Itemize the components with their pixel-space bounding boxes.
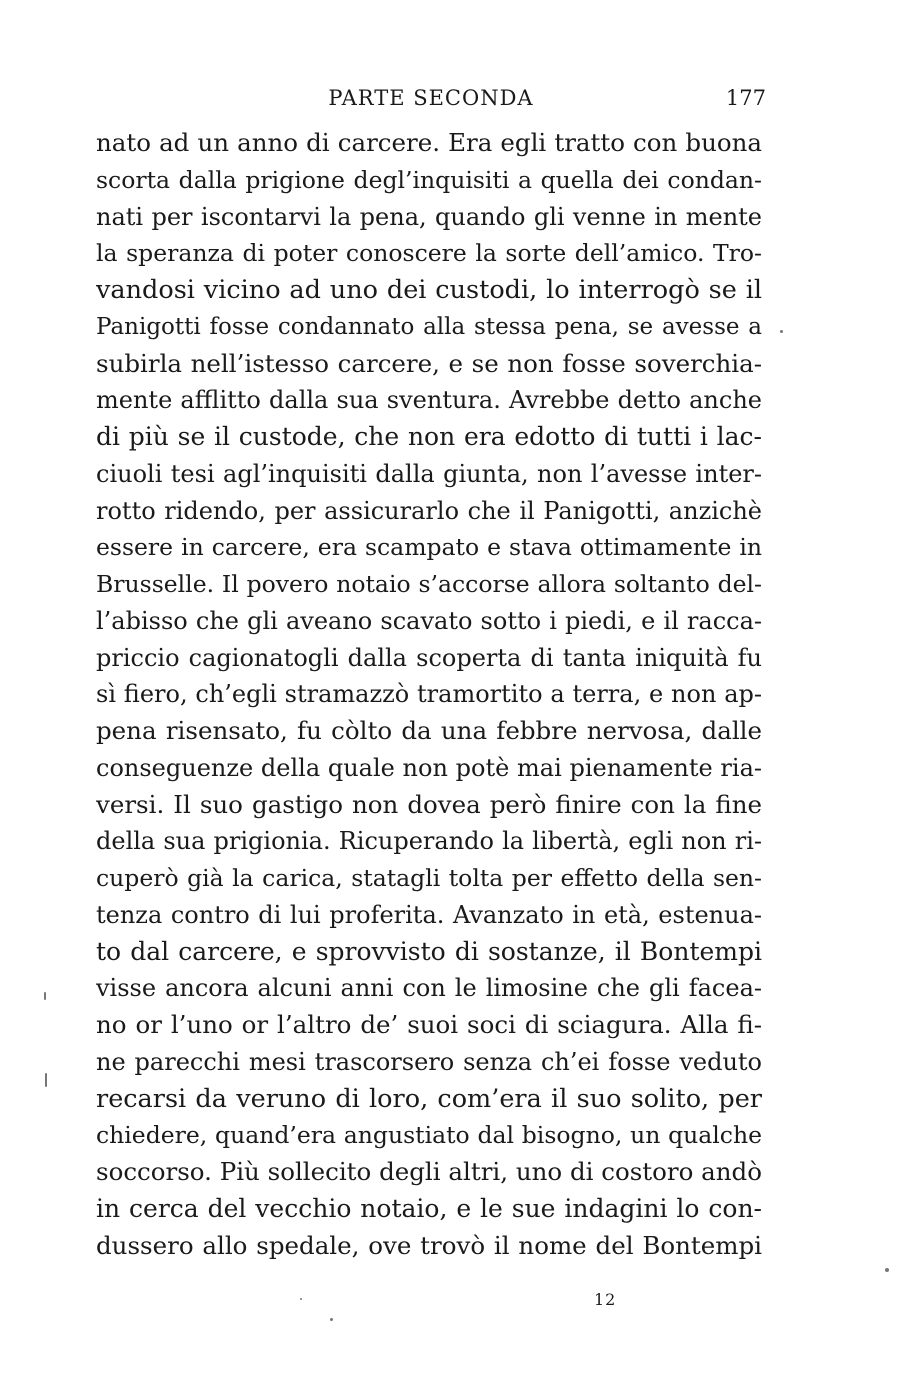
text-line: cuperò già la carica, statagli tolta per effetto della sen- — [96, 864, 762, 892]
text-line: Brusselle. Il povero notaio s’accorse allora soltanto del- — [96, 570, 762, 598]
text-line: dussero allo spedale, ove trovò il nome del Bontempi — [96, 1230, 762, 1260]
text-line: della sua prigionia. Ricuperando la libertà, egli non ri- — [96, 827, 762, 856]
text-line: ne parecchi mesi trascorsero senza ch’ei fosse veduto — [96, 1047, 762, 1076]
page-number: 177 — [725, 86, 766, 110]
text-line: nati per iscontarvi la pena, quando gli venne in mente — [96, 202, 762, 231]
text-line: mente afflitto dalla sua sventura. Avrebbe detto anche — [96, 386, 762, 415]
text-line: vandosi vicino ad uno dei custodi, lo interrogò se il — [96, 275, 762, 305]
scan-speck — [45, 1073, 47, 1087]
text-line: rotto ridendo, per assicurarlo che il Panigotti, anzichè — [96, 496, 762, 525]
text-line: chiedere, quand’era angustiato dal bisogno, un qualche — [96, 1121, 762, 1150]
text-line: versi. Il suo gastigo non dovea però finire con la fine — [96, 789, 762, 819]
text-line: priccio cagionatogli dalla scoperta di tanta iniquità fu — [96, 643, 762, 672]
text-line: conseguenze della quale non potè mai pienamente ria- — [96, 753, 762, 782]
text-line: pena risensato, fu còlto da una febbre nervosa, dalle — [96, 716, 762, 745]
text-line: in cerca del vecchio notaio, e le sue indagini lo con- — [96, 1193, 762, 1223]
text-line: ciuoli tesi agl’inquisiti dalla giunta, non l’avesse inter- — [96, 459, 762, 488]
text-line: no or l’uno or l’altro de’ suoi soci di sciagura. Alla fi- — [96, 1010, 762, 1039]
text-line: l’abisso che gli aveano scavato sotto i piedi, e il racca- — [96, 606, 762, 635]
text-line: di più se il custode, che non era edotto di tutti i lac- — [96, 422, 762, 451]
text-line: soccorso. Più sollecito degli altri, uno di costoro andò — [96, 1157, 762, 1186]
text-line: scorta dalla prigione degl’inquisiti a quella dei condan- — [96, 165, 762, 194]
text-line: tenza contro di lui proferita. Avanzato in età, estenua- — [96, 900, 762, 929]
scan-speck — [885, 1268, 889, 1272]
scan-speck — [44, 992, 46, 1000]
text-line: to dal carcere, e sprovvisto di sostanze, il Bontempi — [96, 936, 762, 966]
text-line: subirla nell’istesso carcere, e se non fosse soverchia- — [96, 348, 762, 378]
text-line: Panigotti fosse condannato alla stessa pena, se avesse a — [96, 313, 762, 340]
text-line: sì fiero, ch’egli stramazzò tramortito a terra, e non ap- — [96, 680, 762, 709]
scan-speck — [300, 1298, 302, 1300]
signature-mark: 12 — [594, 1290, 617, 1309]
text-line: essere in carcere, era scampato e stava ottimamente in — [96, 533, 762, 562]
body-text — [96, 125, 762, 1264]
text-line: nato ad un anno di carcere. Era egli tratto con buona — [96, 128, 762, 157]
running-title: PARTE SECONDA — [328, 86, 534, 110]
text-line: recarsi da veruno di loro, com’era il suo solito, per — [96, 1083, 762, 1114]
scan-speck — [780, 330, 783, 333]
scan-speck — [330, 1318, 333, 1321]
text-line: visse ancora alcuni anni con le limosine che gli facea- — [96, 974, 762, 1003]
running-head — [96, 86, 766, 116]
text-line: la speranza di poter conoscere la sorte dell’amico. Tro- — [96, 239, 762, 268]
